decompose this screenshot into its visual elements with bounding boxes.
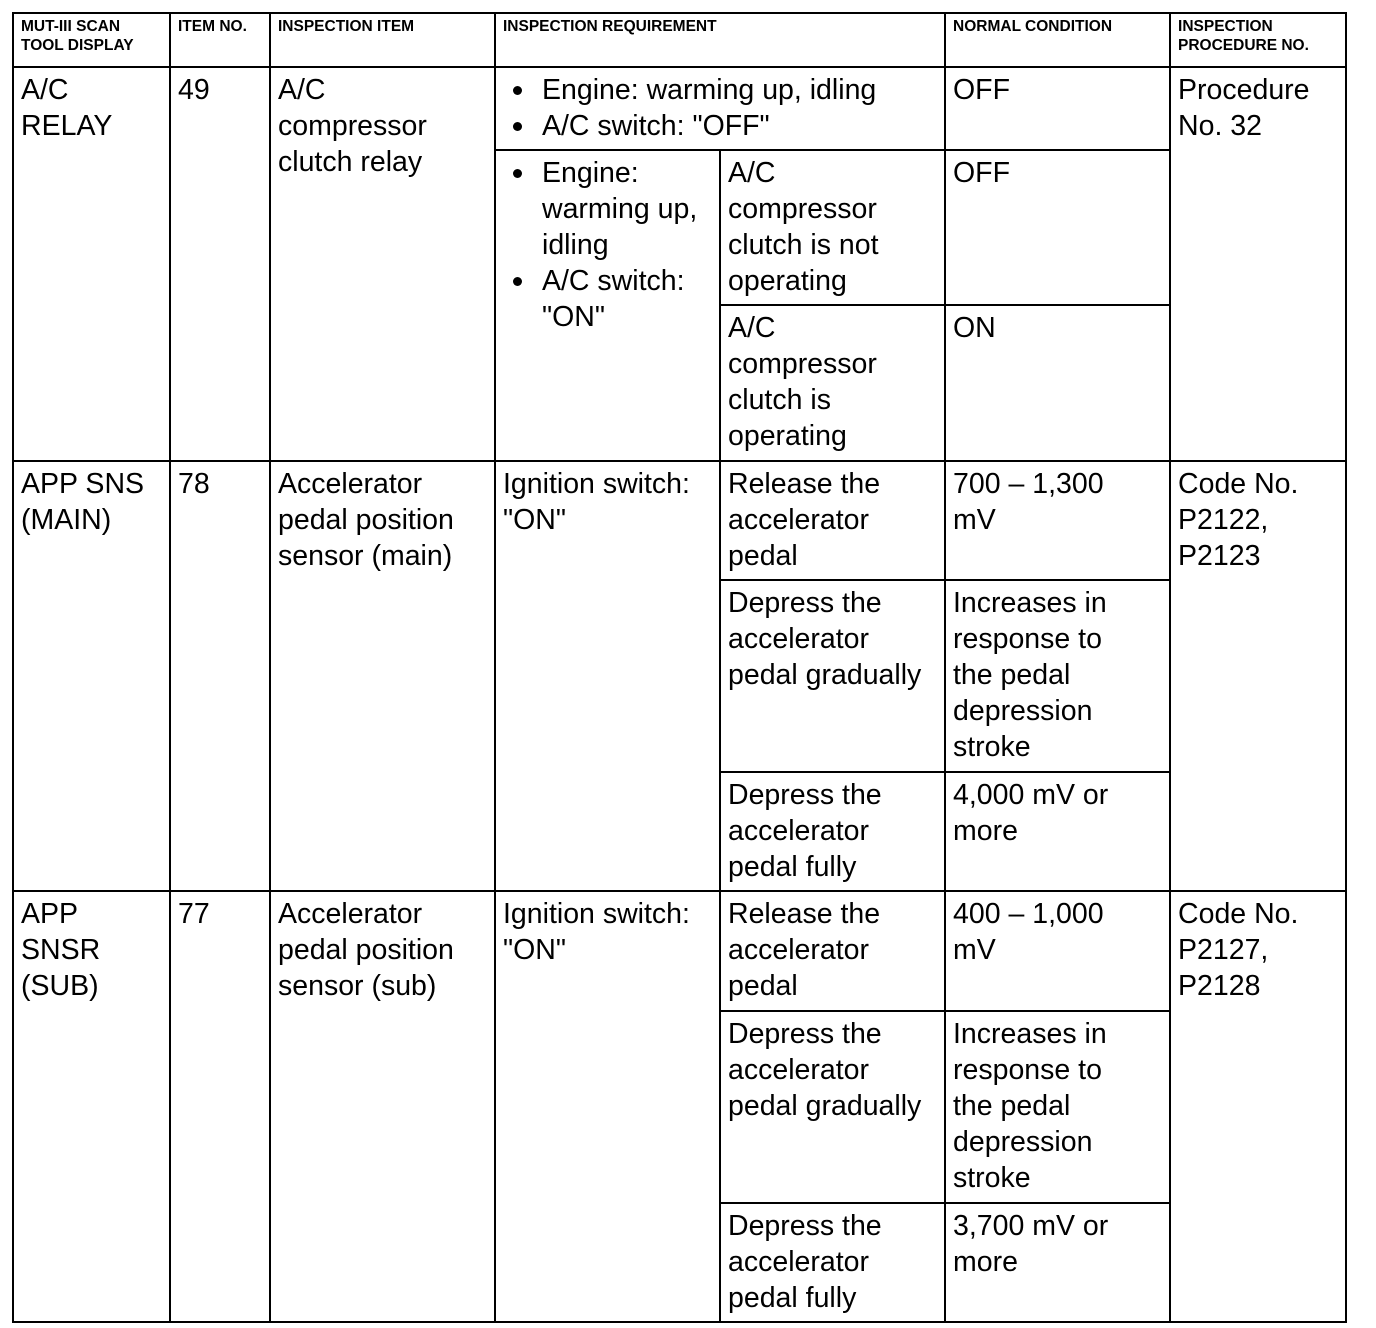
cell-item-no: 78: [170, 461, 270, 891]
header-display: MUT-III SCAN TOOL DISPLAY: [13, 13, 170, 67]
cell-inspection-item: Accelerator pedal position sensor (sub): [270, 891, 495, 1322]
cell-display: APP SNS (MAIN): [13, 461, 170, 891]
bullet-list: [503, 155, 713, 335]
cell-sub-condition: Depress the accelerator pedal gradually: [720, 580, 945, 772]
cell-normal-condition: Increases in response to the pedal depression stroke: [945, 1011, 1170, 1203]
header-item-no: ITEM NO.: [170, 13, 270, 67]
cell-procedure: Procedure No. 32: [1170, 67, 1346, 461]
cell-procedure: Code No. P2127, P2128: [1170, 891, 1346, 1322]
list-item: A/C switch: "ON": [503, 263, 713, 335]
cell-display: APP SNSR (SUB): [13, 891, 170, 1322]
cell-sub-condition: Depress the accelerator pedal fully: [720, 772, 945, 891]
list-item: Engine: warming up, idling: [503, 72, 938, 108]
table-row: [13, 67, 1346, 150]
inspection-table: [12, 12, 1347, 1323]
cell-normal-condition: OFF: [945, 150, 1170, 305]
bullet-icon: [513, 122, 522, 131]
cell-sub-condition: Release the accelerator pedal: [720, 461, 945, 580]
cell-inspection-item: Accelerator pedal position sensor (main): [270, 461, 495, 891]
cell-display: A/C RELAY: [13, 67, 170, 461]
list-item: Engine: warming up, idling: [503, 155, 713, 263]
cell-item-no: 77: [170, 891, 270, 1322]
cell-requirement: Ignition switch: "ON": [495, 461, 720, 891]
cell-requirement: [495, 150, 720, 461]
cell-requirement: Ignition switch: "ON": [495, 891, 720, 1322]
header-inspection-item: INSPECTION ITEM: [270, 13, 495, 67]
cell-requirement: [495, 67, 945, 150]
cell-normal-condition: 700 – 1,300 mV: [945, 461, 1170, 580]
header-row: [13, 13, 1346, 67]
header-requirement: INSPECTION REQUIREMENT: [495, 13, 945, 67]
cell-sub-condition: Depress the accelerator pedal fully: [720, 1203, 945, 1322]
cell-sub-condition: Depress the accelerator pedal gradually: [720, 1011, 945, 1203]
header-normal-condition: NORMAL CONDITION: [945, 13, 1170, 67]
bullet-icon: [513, 277, 522, 286]
cell-sub-condition: A/C compressor clutch is operating: [720, 305, 945, 461]
cell-sub-condition: Release the accelerator pedal: [720, 891, 945, 1011]
header-procedure: INSPECTION PROCEDURE NO.: [1170, 13, 1346, 67]
cell-sub-condition: A/C compressor clutch is not operating: [720, 150, 945, 305]
cell-normal-condition: OFF: [945, 67, 1170, 150]
cell-item-no: 49: [170, 67, 270, 461]
list-item: A/C switch: "OFF": [503, 108, 938, 144]
table-row: [13, 461, 1346, 580]
table-row: [13, 891, 1346, 1011]
bullet-icon: [513, 169, 522, 178]
cell-normal-condition: 4,000 mV or more: [945, 772, 1170, 891]
cell-normal-condition: Increases in response to the pedal depression stroke: [945, 580, 1170, 772]
cell-normal-condition: 400 – 1,000 mV: [945, 891, 1170, 1011]
cell-inspection-item: A/C compressor clutch relay: [270, 67, 495, 461]
cell-normal-condition: ON: [945, 305, 1170, 461]
cell-procedure: Code No. P2122, P2123: [1170, 461, 1346, 891]
bullet-icon: [513, 86, 522, 95]
bullet-list: [503, 72, 938, 144]
cell-normal-condition: 3,700 mV or more: [945, 1203, 1170, 1322]
